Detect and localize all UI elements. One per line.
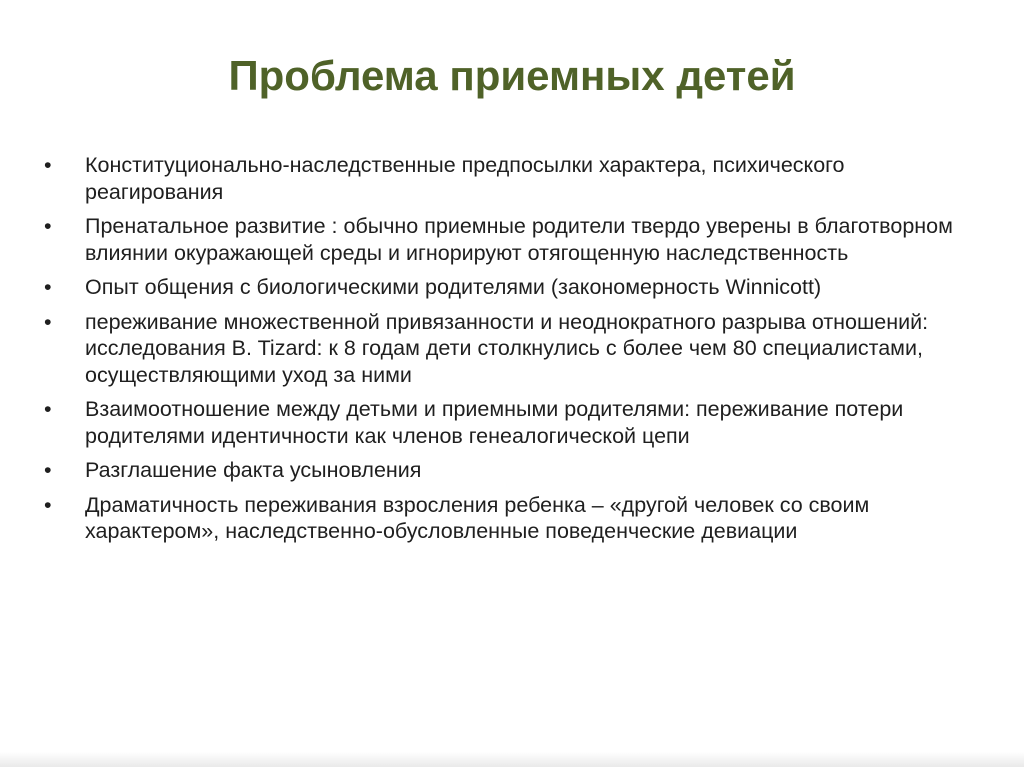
bullet-marker: • <box>44 397 52 421</box>
list-item <box>44 457 984 484</box>
bullet-text: Конституционально-наследственные предпосылки характера, психического реагирования <box>85 153 845 204</box>
bullet-marker: • <box>44 214 52 238</box>
bullet-text: Опыт общения с биологическими родителями (закономерность Winnicott) <box>85 275 822 299</box>
bullet-marker: • <box>44 492 52 517</box>
list-item <box>44 492 984 545</box>
bullet-marker: • <box>44 458 52 482</box>
bottom-shadow <box>0 752 1024 767</box>
bullet-text: переживание множественной привязанности и неоднократного разрыва отношений: исследования B. Tizard: к 8 годам дети столкнулись с более чем 80 специалистами, осуществляющими уход за ними <box>85 309 929 387</box>
bullet-marker: • <box>44 309 52 334</box>
slide-title: Проблема приемных детей <box>228 52 796 99</box>
list-item <box>44 274 984 301</box>
bullet-marker: • <box>44 153 52 177</box>
list-item <box>44 152 984 205</box>
list-item <box>44 309 984 389</box>
bullet-list <box>44 152 984 553</box>
list-item <box>44 213 984 266</box>
bullet-text: Пренатальное развитие : обычно приемные родители твердо уверены в благотворном влиянии окуражающей среды и игнорируют отягощенную наследственность <box>85 214 953 265</box>
bullet-text: Драматичность переживания взросления ребенка – «другой человек со своим характером», наследственно-обусловленные поведенческие девиации <box>85 492 870 543</box>
bullet-text: Взаимоотношение между детьми и приемными родителями: переживание потери родителями идентичности как членов генеалогической цепи <box>85 397 904 448</box>
bullet-text: Разглашение факта усыновления <box>85 458 422 482</box>
list-item <box>44 396 984 449</box>
bullet-marker: • <box>44 275 52 299</box>
